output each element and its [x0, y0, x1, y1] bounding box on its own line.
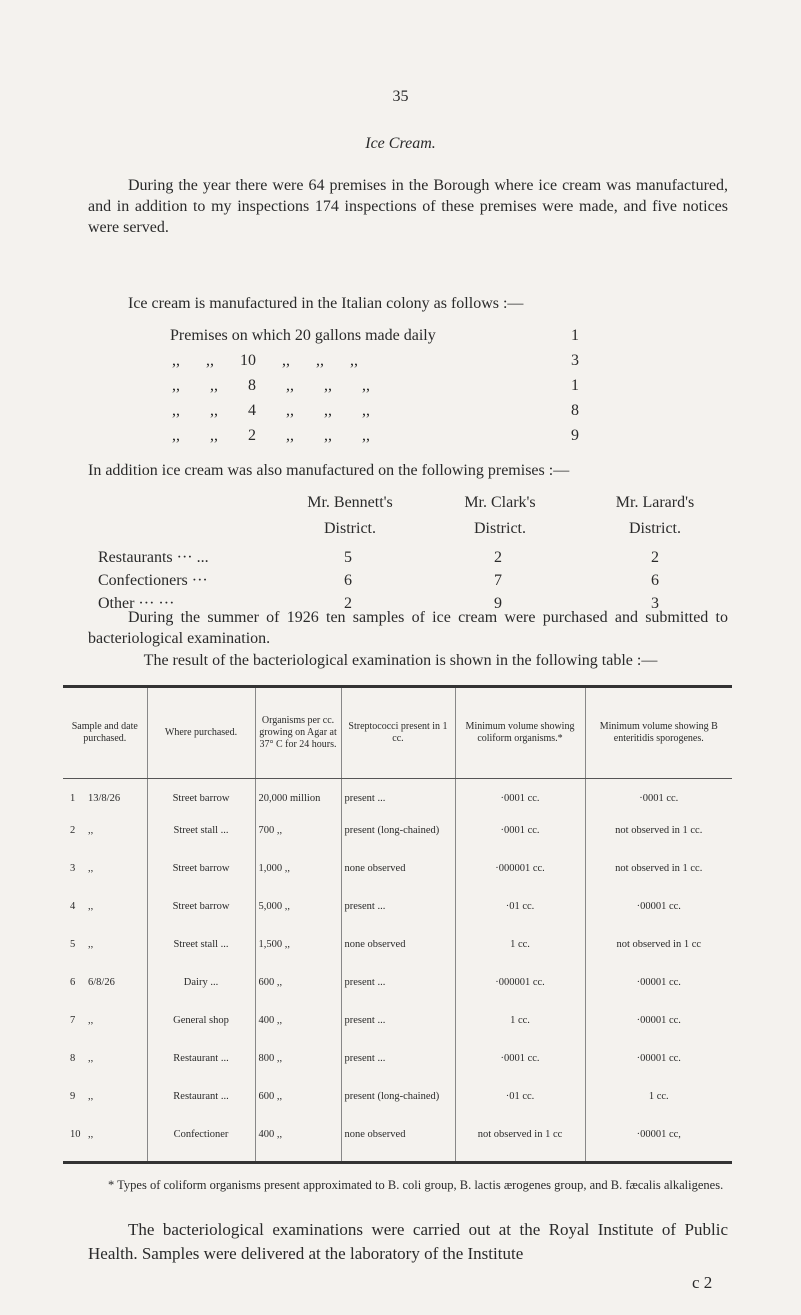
- coliform-cell: ·01 cc.: [455, 895, 585, 933]
- streptococci-cell: none observed: [341, 1123, 455, 1163]
- sample-cell: [63, 1123, 147, 1163]
- streptococci-cell: present ...: [341, 779, 455, 820]
- signature-mark: c 2: [692, 1273, 713, 1292]
- enteritidis-cell: not observed in 1 cc.: [585, 857, 732, 895]
- premises-desc: ,, ,, 8 ,, ,, ,,: [172, 377, 370, 394]
- sample-number: 7: [70, 1015, 76, 1026]
- col-header-coliform: Minimum volume showing coliform organisms.*: [455, 687, 585, 779]
- where-cell: Restaurant ...: [147, 1085, 255, 1123]
- table-row: [63, 779, 732, 820]
- where-cell: Street barrow: [147, 857, 255, 895]
- district-value: 9: [494, 595, 502, 612]
- district-value: 7: [494, 572, 502, 589]
- sample-date: ,,: [88, 825, 94, 836]
- streptococci-cell: present ...: [341, 895, 455, 933]
- premises-row: [0, 327, 801, 349]
- table-footnote: * Types of coliform organisms present approximated to B. coli group, B. lactis ærogenes group, and B. fæcalis alkaligenes.: [108, 1178, 724, 1192]
- sample-number: 4: [70, 901, 76, 912]
- streptococci-cell: present ...: [341, 1009, 455, 1047]
- sample-cell: [63, 779, 147, 820]
- district-header-bennett: Mr. Bennett's District.: [307, 494, 393, 537]
- premises-desc: ,, ,, 10 ,, ,, ,,: [172, 352, 358, 369]
- premises-row: [0, 402, 801, 424]
- premises-count: 9: [571, 427, 579, 444]
- district-value: 2: [494, 549, 502, 566]
- organisms-cell: 20,000 million: [255, 779, 341, 820]
- streptococci-cell: none observed: [341, 933, 455, 971]
- district-value: 2: [344, 595, 352, 612]
- premises-row: [0, 377, 801, 399]
- coliform-cell: ·000001 cc.: [455, 971, 585, 1009]
- district-row-label: Confectioners ···: [98, 572, 208, 589]
- table-header-row: [63, 687, 732, 779]
- table-row: [63, 1123, 732, 1163]
- paragraph-institute: The bacteriological examinations were carried out at the Royal Institute of Public Health. Samples were delivered at the laboratory of the Institute: [88, 1220, 728, 1263]
- table-row: [63, 1085, 732, 1123]
- premises-count: 3: [571, 352, 579, 369]
- sample-number: 10: [70, 1129, 81, 1140]
- sample-cell: [63, 1085, 147, 1123]
- col-header-sample: Sample and date purchased.: [63, 687, 147, 779]
- premises-row: [0, 427, 801, 449]
- table-row: [63, 971, 732, 1009]
- enteritidis-cell: ·00001 cc.: [585, 1009, 732, 1047]
- district-value: 6: [651, 572, 659, 589]
- organisms-cell: 5,000 ,,: [255, 895, 341, 933]
- sample-date: ,,: [88, 1129, 94, 1140]
- enteritidis-cell: ·00001 cc.: [585, 1047, 732, 1085]
- enteritidis-cell: ·00001 cc,: [585, 1123, 732, 1163]
- section-title: Ice Cream.: [365, 135, 436, 152]
- sample-date: ,,: [88, 939, 94, 950]
- col-header-where: Where purchased.: [147, 687, 255, 779]
- sample-cell: [63, 895, 147, 933]
- premises-desc: ,, ,, 4 ,, ,, ,,: [172, 402, 370, 419]
- district-row-label: Restaurants ··· ...: [98, 549, 209, 566]
- sample-date: 13/8/26: [88, 793, 121, 804]
- enteritidis-cell: 1 cc.: [585, 1085, 732, 1123]
- table-row: [63, 1009, 732, 1047]
- col-header-organisms: Organisms per cc. growing on Agar at 37° C for 24 hours.: [255, 687, 341, 779]
- organisms-cell: 600 ,,: [255, 971, 341, 1009]
- premises-count: 1: [571, 377, 579, 394]
- where-cell: Street stall ...: [147, 819, 255, 857]
- sample-number: 8: [70, 1053, 76, 1064]
- district-value: 5: [344, 549, 352, 566]
- where-cell: Dairy ...: [147, 971, 255, 1009]
- table-row: [63, 895, 732, 933]
- coliform-cell: 1 cc.: [455, 1009, 585, 1047]
- district-header-larard: Mr. Larard's District.: [615, 494, 695, 537]
- sample-number: 1: [70, 793, 76, 804]
- where-cell: Restaurant ...: [147, 1047, 255, 1085]
- sample-date: ,,: [88, 1015, 94, 1026]
- sample-number: 2: [70, 825, 76, 836]
- coliform-cell: ·01 cc.: [455, 1085, 585, 1123]
- streptococci-cell: present (long-chained): [341, 819, 455, 857]
- sample-date: ,,: [88, 1091, 94, 1102]
- coliform-cell: ·0001 cc.: [455, 1047, 585, 1085]
- coliform-cell: ·000001 cc.: [455, 857, 585, 895]
- sample-cell: [63, 1009, 147, 1047]
- where-cell: Street barrow: [147, 895, 255, 933]
- district-row-confectioners: [0, 572, 801, 594]
- table-row: [63, 819, 732, 857]
- premises-desc: Premises on which 20 gallons made daily: [170, 327, 436, 344]
- paragraph-premises: During the year there were 64 premises in the Borough where ice cream was manufactured, and in addition to my inspections 174 inspections of these premises were made, and five notices were served.: [88, 177, 728, 236]
- district-value: 3: [651, 595, 659, 612]
- col-header-streptococci: Streptococci present in 1 cc.: [341, 687, 455, 779]
- sample-cell: [63, 857, 147, 895]
- organisms-cell: 1,500 ,,: [255, 933, 341, 971]
- enteritidis-cell: ·00001 cc.: [585, 895, 732, 933]
- table-row: [63, 1047, 732, 1085]
- enteritidis-cell: not observed in 1 cc: [585, 933, 732, 971]
- sample-number: 5: [70, 939, 76, 950]
- sample-cell: [63, 1047, 147, 1085]
- sample-number: 9: [70, 1091, 76, 1102]
- enteritidis-cell: ·00001 cc.: [585, 971, 732, 1009]
- sample-date: 6/8/26: [88, 977, 115, 988]
- district-row-restaurants: [0, 549, 801, 571]
- premises-row: [0, 352, 801, 374]
- organisms-cell: 400 ,,: [255, 1009, 341, 1047]
- organisms-cell: 600 ,,: [255, 1085, 341, 1123]
- streptococci-cell: present ...: [341, 971, 455, 1009]
- coliform-cell: not observed in 1 cc: [455, 1123, 585, 1163]
- sample-date: ,,: [88, 901, 94, 912]
- col-header-enteritidis: Minimum volume showing B enteritidis sporogenes.: [585, 687, 732, 779]
- table-intro: The result of the bacteriological examination is shown in the following table :—: [143, 652, 658, 669]
- premises-count: 1: [571, 327, 579, 344]
- district-value: 2: [651, 549, 659, 566]
- sample-date: ,,: [88, 1053, 94, 1064]
- enteritidis-cell: not observed in 1 cc.: [585, 819, 732, 857]
- district-value: 6: [344, 572, 352, 589]
- streptococci-cell: present ...: [341, 1047, 455, 1085]
- paragraph-samples: During the summer of 1926 ten samples of ice cream were purchased and submitted to bacteriological examination.: [88, 609, 728, 647]
- where-cell: Confectioner: [147, 1123, 255, 1163]
- sample-date: ,,: [88, 863, 94, 874]
- streptococci-cell: present (long-chained): [341, 1085, 455, 1123]
- italian-colony-intro: Ice cream is manufactured in the Italian colony as follows :—: [128, 295, 524, 312]
- organisms-cell: 800 ,,: [255, 1047, 341, 1085]
- organisms-cell: 400 ,,: [255, 1123, 341, 1163]
- streptococci-cell: none observed: [341, 857, 455, 895]
- coliform-cell: ·0001 cc.: [455, 819, 585, 857]
- coliform-cell: ·0001 cc.: [455, 779, 585, 820]
- coliform-cell: 1 cc.: [455, 933, 585, 971]
- table-row: [63, 857, 732, 895]
- organisms-cell: 700 ,,: [255, 819, 341, 857]
- premises-count: 8: [571, 402, 579, 419]
- districts-intro: In addition ice cream was also manufactured on the following premises :—: [88, 462, 570, 479]
- sample-number: 6: [70, 977, 76, 988]
- district-row-label: Other ··· ···: [98, 595, 175, 612]
- premises-desc: ,, ,, 2 ,, ,, ,,: [172, 427, 370, 444]
- page-number: 35: [392, 88, 409, 105]
- sample-number: 3: [70, 863, 76, 874]
- sample-cell: [63, 933, 147, 971]
- bacteriology-table: [63, 685, 732, 1164]
- district-header-clark: Mr. Clark's District.: [464, 494, 536, 537]
- where-cell: General shop: [147, 1009, 255, 1047]
- where-cell: Street barrow: [147, 779, 255, 820]
- where-cell: Street stall ...: [147, 933, 255, 971]
- sample-cell: [63, 971, 147, 1009]
- organisms-cell: 1,000 ,,: [255, 857, 341, 895]
- enteritidis-cell: ·0001 cc.: [585, 779, 732, 820]
- table-row: [63, 933, 732, 971]
- sample-cell: [63, 819, 147, 857]
